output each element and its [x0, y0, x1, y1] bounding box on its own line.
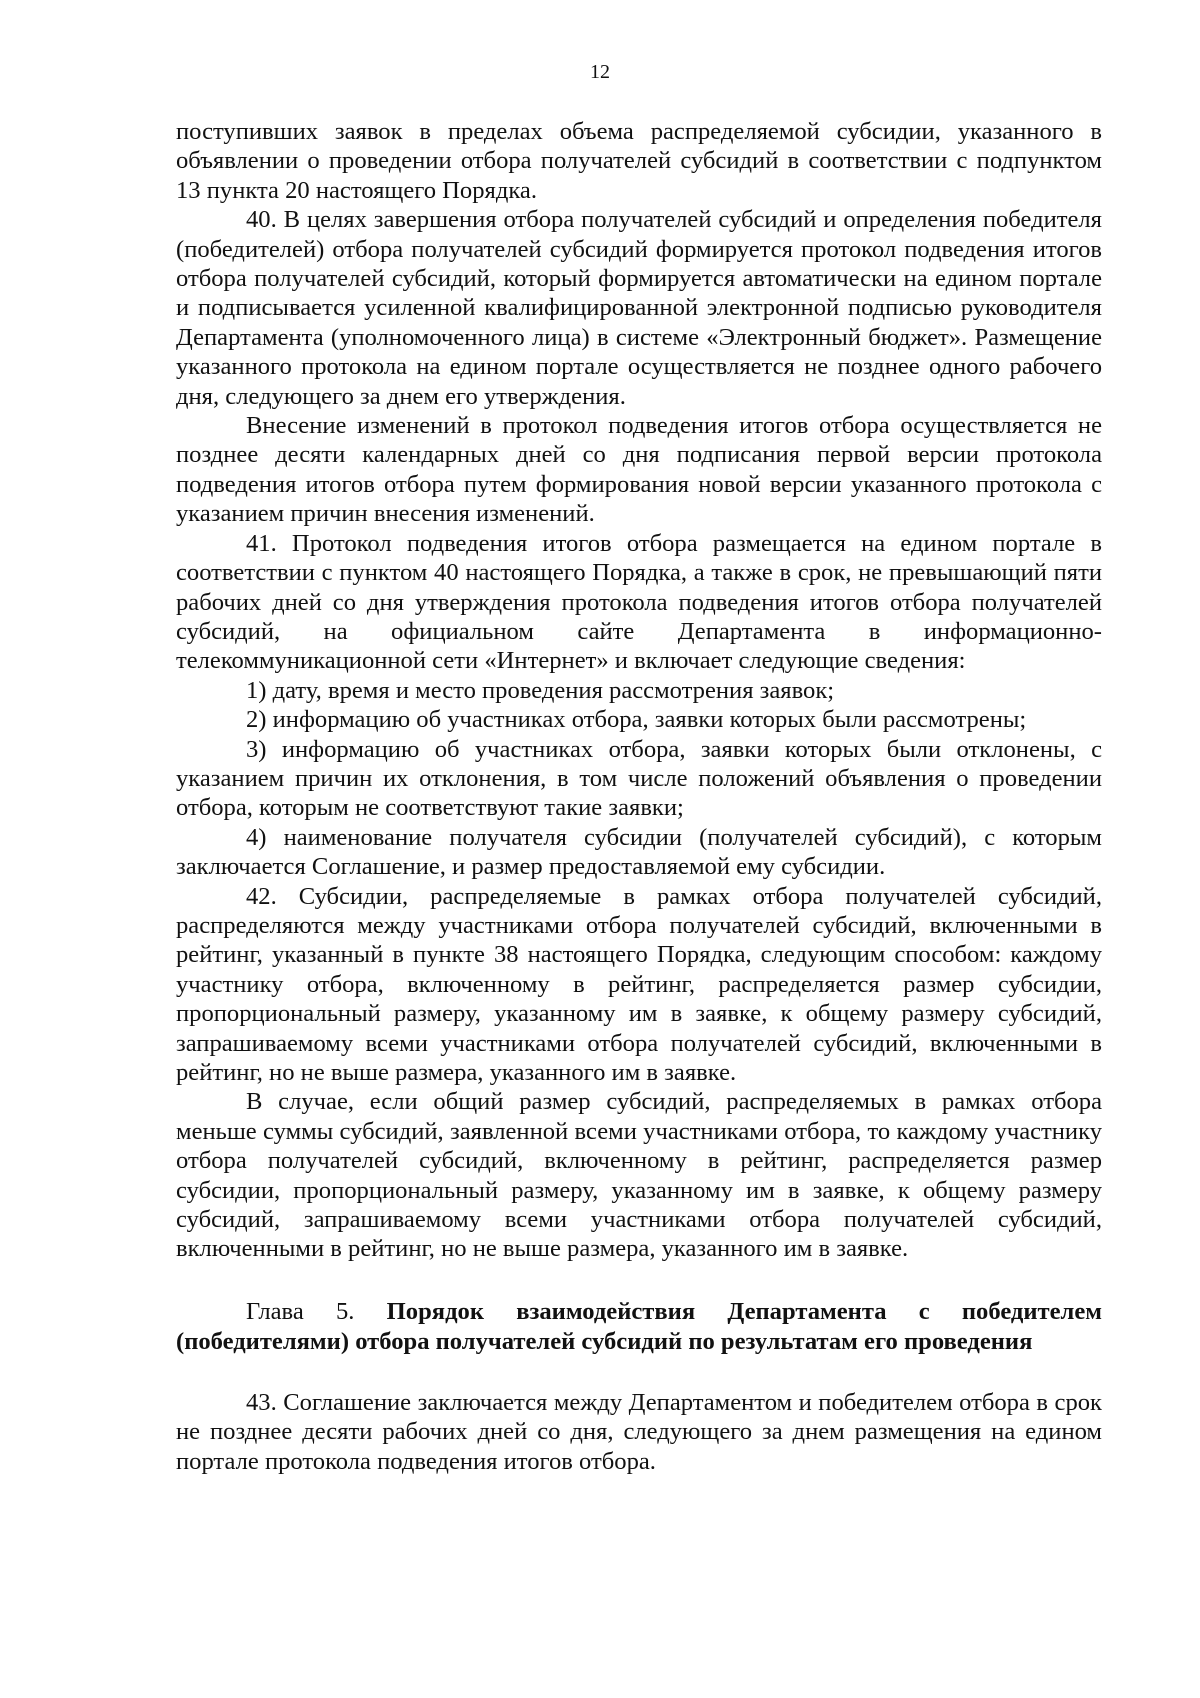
chapter-title: Порядок взаимодействия Департамента с победителем (победителями) отбора получателей субсидий по результатам его проведения [176, 1297, 1102, 1355]
chapter-heading [176, 1297, 1102, 1357]
document-body [176, 117, 1102, 1476]
paragraph-clause-41: 41. Протокол подведения итогов отбора размещается на едином портале в соответствии с пунктом 40 настоящего Порядка, а также в срок, не превышающий пяти рабочих дней со дня утверждения протокола подведения итогов отбора получателей субсидий, на официальном сайте Департамента в информационно-телекоммуникационной сети «Интернет» и включает следующие сведения: [176, 529, 1102, 675]
paragraph-clause-43: 43. Соглашение заключается между Департаментом и победителем отбора в срок не позднее десяти рабочих дней со дня, следующего за днем размещения на едином портале протокола подведения итогов отбора. [176, 1388, 1102, 1475]
paragraph-protocol-changes: Внесение изменений в протокол подведения итогов отбора осуществляется не позднее десяти календарных дней со дня подписания первой версии протокола подведения итогов отбора путем формирования новой версии указанного протокола с указанием причин внесения изменений. [176, 412, 1102, 528]
paragraph-continuation: поступивших заявок в пределах объема распределяемой субсидии, указанного в объявлении о проведении отбора получателей субсидий в соответствии с подпунктом 13 пункта 20 настоящего Порядка. [176, 118, 1102, 204]
chapter-label: Глава 5. [246, 1297, 355, 1325]
paragraph-clause-42: 42. Субсидии, распределяемые в рамках отбора получателей субсидий, распределяются между участниками отбора получателей субсидий, включенными в рейтинг, указанный в пункте 38 настоящего Порядка, следующим способом: каждому участнику отбора, включенному в рейтинг, распределяется размер субсидии, пропорциональный размеру, указанному им в заявке, к общему размеру субсидий, запрашиваемому всеми участниками отбора получателей субсидий, включенными в рейтинг, но не выше размера, указанного им в заявке. [176, 882, 1102, 1086]
paragraph-clause-40: 40. В целях завершения отбора получателей субсидий и определения победителя (победителей) отбора получателей субсидий формируется протокол подведения итогов отбора получателей субсидий, который формируется автоматически на едином портале и подписывается усиленной квалифицированной электронной подписью руководителя Департамента (уполномоченного лица) в системе «Электронный бюджет». Размещение указанного протокола на едином портале осуществляется не позднее одного рабочего дня, следующего за днем его утверждения. [176, 206, 1102, 410]
list-item-2: 2) информацию об участниках отбора, заявки которых были рассмотрены; [246, 706, 1027, 734]
list-item-3: 3) информацию об участниках отбора, заявки которых были отклонены, с указанием причин их отклонения, в том числе положений объявления о проведении отбора, которым не соответствуют такие заявки; [176, 735, 1102, 822]
page-number: 12 [590, 61, 610, 83]
list-item-4: 4) наименование получателя субсидии (получателей субсидий), с которым заключается Соглашение, и размер предоставляемой ему субсидии. [176, 823, 1102, 881]
list-item-1: 1) дату, время и место проведения рассмотрения заявок; [246, 676, 835, 704]
paragraph-distribution-case: В случае, если общий размер субсидий, распределяемых в рамках отбора меньше суммы субсидий, заявленной всеми участниками отбора, то каждому участнику отбора получателей субсидий, включенному в рейтинг, распределяется размер субсидии, пропорциональный размеру, указанному им в заявке, к общему размеру субсидий, запрашиваемому всеми участниками отбора получателей субсидий, включенными в рейтинг, но не выше размера, указанного им в заявке. [176, 1088, 1102, 1263]
